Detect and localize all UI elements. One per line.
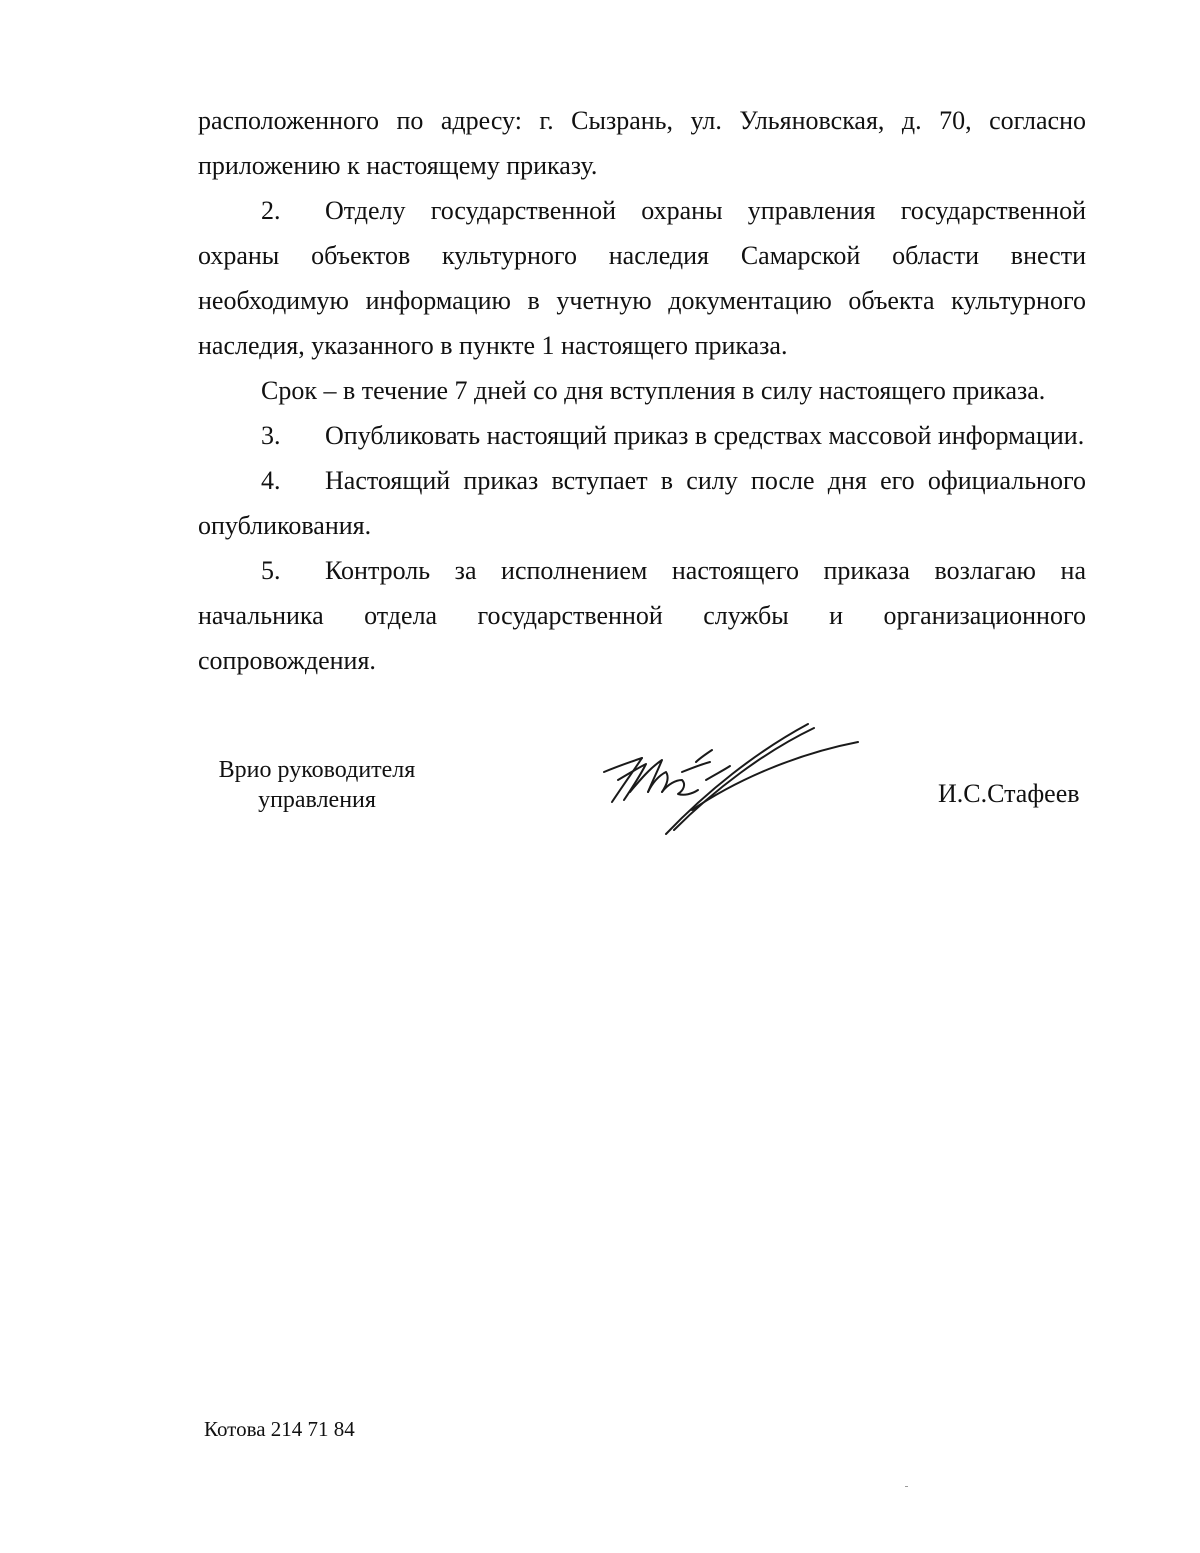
- paragraph-text: Контроль за исполнением настоящего приказа возлагаю на начальника отдела государственной службы и организационного сопровождения.: [198, 556, 1086, 675]
- order-body: [198, 98, 1086, 683]
- handwritten-signature: [596, 722, 861, 837]
- item-number: 2.: [261, 196, 281, 225]
- paragraph-item-4: [198, 458, 1086, 548]
- paragraph-item-3: [198, 413, 1086, 458]
- item-number: 3.: [261, 421, 281, 450]
- paragraph-text: Опубликовать настоящий приказ в средствах массовой информации.: [325, 421, 1085, 450]
- signer-name: И.С.Стафеев: [938, 779, 1080, 808]
- paragraph-item-2: [198, 188, 1086, 368]
- paragraph-text: Срок – в течение 7 дней со дня вступления в силу настоящего приказа.: [261, 376, 1046, 405]
- signer-position-line-2: управления: [258, 787, 376, 813]
- paragraph-text: Отделу государственной охраны управления государственной охраны объектов культурного наследия Самарской области внести необходимую информацию в учетную документацию объекта культурного наследия, указанного в пункте 1 настоящего приказа.: [198, 196, 1086, 360]
- paragraph-item-5: [198, 548, 1086, 683]
- executor-line: Котова 214 71 84: [204, 1417, 355, 1441]
- scan-speck: [905, 1486, 908, 1487]
- paragraph-deadline: [198, 368, 1086, 413]
- paragraph-1-continuation: [198, 98, 1086, 188]
- item-number: 5.: [261, 556, 281, 585]
- item-number: 4.: [261, 466, 281, 495]
- signer-position: [212, 755, 422, 815]
- paragraph-text: Настоящий приказ вступает в силу после дня его официального опубликования.: [198, 466, 1086, 540]
- signer-position-line-1: Врио руководителя: [218, 757, 416, 783]
- paragraph-text: расположенного по адресу: г. Сызрань, ул. Ульяновская, д. 70, согласно приложению к настоящему приказу.: [198, 106, 1086, 180]
